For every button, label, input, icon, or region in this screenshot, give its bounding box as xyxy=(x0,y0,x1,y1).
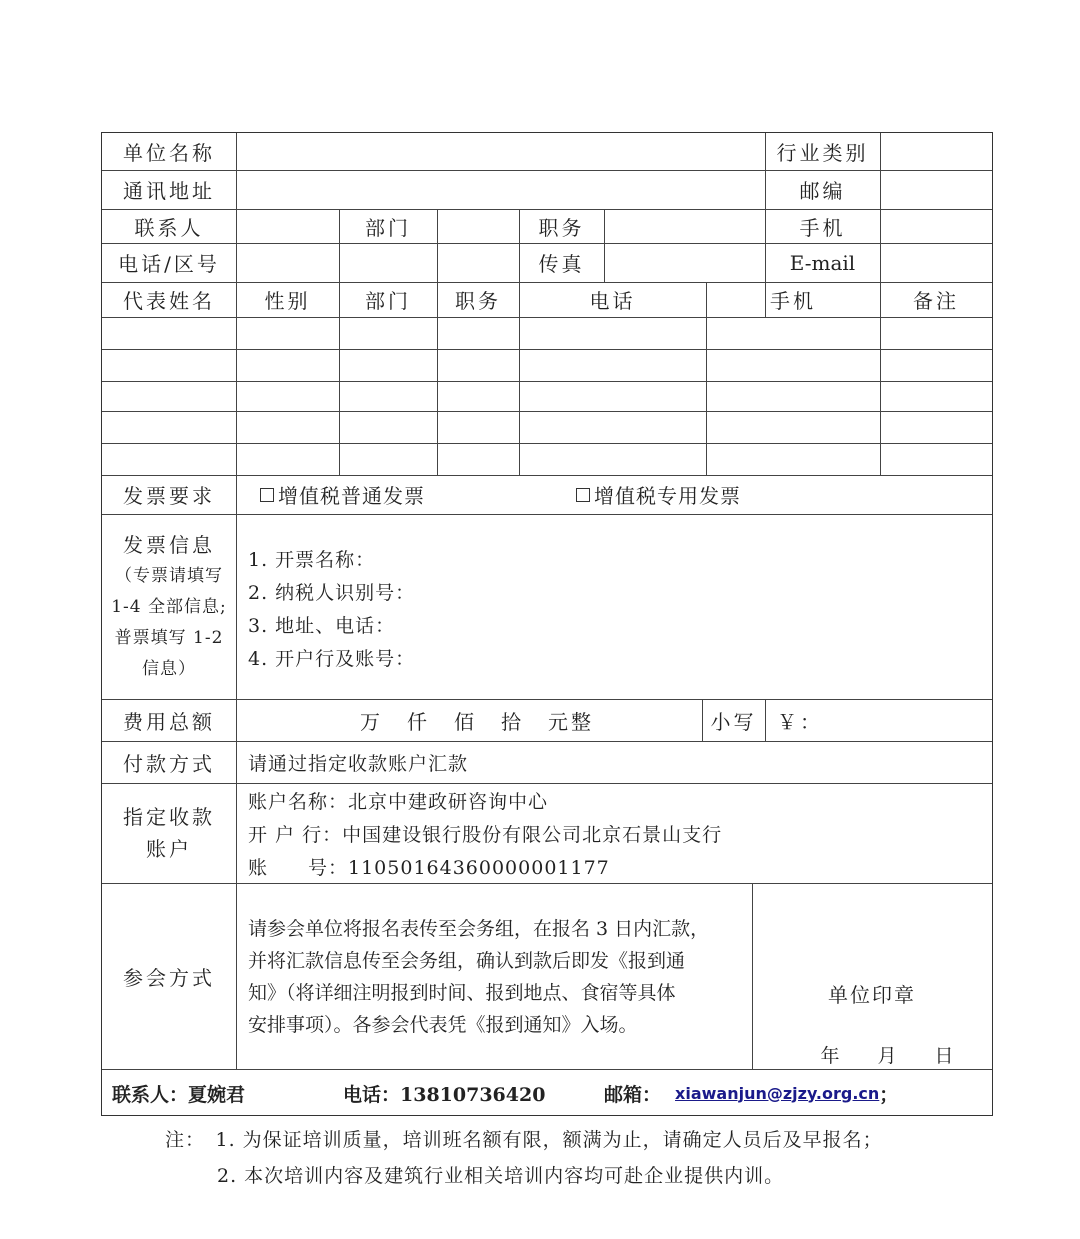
attend-text xyxy=(248,913,709,1041)
attend-text-line: 安排事项）。各参会代表凭《报到通知》入场。 xyxy=(248,1014,638,1036)
footer-email-label: 邮箱： xyxy=(604,1083,662,1106)
seal-label: 单位印章 xyxy=(828,982,916,1007)
invoice-field-name: 1. 开票名称： xyxy=(248,549,376,571)
invoice-info-note: （专票请填写 xyxy=(115,565,223,586)
invoice-option-special[interactable]: 增值税专用发票 xyxy=(576,475,796,514)
fax-label: 传真 xyxy=(538,252,585,276)
address-field[interactable] xyxy=(236,170,765,209)
account-label xyxy=(102,783,236,883)
fee-unit: 拾 xyxy=(501,709,524,734)
invoice-field-taxid: 2. 纳税人识别号： xyxy=(248,582,416,604)
footer-phone: 电话：13810736420 xyxy=(343,1083,546,1106)
fee-unit: 元整 xyxy=(548,709,594,734)
postcode-field[interactable] xyxy=(880,170,992,209)
contact-field[interactable] xyxy=(236,209,339,243)
attend-label: 参会方式 xyxy=(123,965,215,990)
position-field[interactable] xyxy=(604,209,765,243)
account-number: 账 号：11050164360000001177 xyxy=(248,857,610,879)
header-dept: 部门 xyxy=(365,289,411,313)
phone-area-field[interactable] xyxy=(236,243,519,282)
fax-field[interactable] xyxy=(604,243,765,282)
account-bank: 开 户 行：中国建设银行股份有限公司北京石景山支行 xyxy=(248,824,723,846)
invoice-info-note: 普票填写 1-2 xyxy=(114,627,224,648)
dept-label: 部门 xyxy=(365,215,411,240)
invoice-option-normal[interactable]: 增值税普通发票 xyxy=(260,475,480,514)
note-line-1: 注： 1. 为保证培训质量，培训班名额有限，额满为止，请确定人员后及早报名； xyxy=(165,1129,883,1151)
invoice-info-label-block xyxy=(102,514,236,699)
fee-units[interactable] xyxy=(360,699,700,741)
unit-name-field[interactable] xyxy=(236,133,765,170)
registration-form xyxy=(101,132,993,1116)
footer-email-group xyxy=(604,1072,898,1114)
account-name: 账户名称：北京中建政研咨询中心 xyxy=(248,791,549,813)
mobile-label: 手机 xyxy=(799,215,846,240)
checkbox-icon[interactable] xyxy=(576,488,590,502)
phone-area-label: 电话/区号 xyxy=(118,252,220,276)
fee-unit: 万 xyxy=(360,709,383,734)
total-fee-label: 费用总额 xyxy=(123,709,215,734)
dept-field[interactable] xyxy=(437,209,519,243)
header-remarks: 备注 xyxy=(913,289,959,313)
date-label: 年 月 日 xyxy=(820,1044,954,1067)
footer-contact: 联系人：夏婉君 xyxy=(112,1083,246,1106)
invoice-info-note: 信息） xyxy=(142,658,196,679)
invoice-field-bank: 4. 开户行及账号： xyxy=(248,648,416,670)
header-name: 代表姓名 xyxy=(123,289,215,313)
fee-unit: 仟 xyxy=(407,709,430,734)
note-line-2: 2. 本次培训内容及建筑行业相关培训内容均可赴企业提供内训。 xyxy=(217,1165,785,1187)
fee-unit: 佰 xyxy=(454,709,477,734)
header-position: 职务 xyxy=(455,289,501,313)
postcode-label: 邮编 xyxy=(799,179,846,203)
contact-label: 联系人 xyxy=(134,215,204,240)
address-label: 通讯地址 xyxy=(123,179,215,203)
attend-text-line: 请参会单位将报名表传至会务组，在报名 3 日内汇款， xyxy=(248,918,710,940)
industry-field[interactable] xyxy=(880,133,992,170)
unit-name-label: 单位名称 xyxy=(123,141,215,165)
position-label: 职务 xyxy=(538,215,585,240)
header-gender: 性别 xyxy=(264,289,311,313)
footer-email-link[interactable]: xiawanjun@zjzy.org.cn xyxy=(675,1083,880,1103)
invoice-info-note: 1-4 全部信息; xyxy=(111,596,227,617)
account-label-line: 账户 xyxy=(146,837,192,861)
email-label: E-mail xyxy=(789,250,856,275)
payment-text: 请通过指定收款账户汇款 xyxy=(248,752,469,775)
account-label-line: 指定收款 xyxy=(123,805,215,829)
header-phone: 电话 xyxy=(589,289,636,313)
invoice-fields[interactable] xyxy=(248,544,415,676)
attend-text-line: 并将汇款信息传至会务组，确认到款后即发《报到通 xyxy=(248,950,686,972)
mobile-field[interactable] xyxy=(880,209,992,243)
invoice-field-address: 3. 地址、电话： xyxy=(248,615,396,637)
footer-semicolon: ； xyxy=(879,1083,899,1106)
invoice-info-label: 发票信息 xyxy=(123,532,215,557)
account-details xyxy=(248,786,722,885)
industry-label: 行业类别 xyxy=(776,141,869,165)
checkbox-icon[interactable] xyxy=(260,488,274,502)
attend-text-line: 知》（将详细注明报到时间、报到地点、食宿等具体 xyxy=(248,982,676,1004)
invoice-req-label: 发票要求 xyxy=(123,484,215,508)
email-field[interactable] xyxy=(880,243,992,282)
lowercase-label: 小写 xyxy=(710,709,757,734)
lowercase-amount-field[interactable]: ￥： xyxy=(777,709,823,734)
payment-label: 付款方式 xyxy=(123,751,215,776)
header-mobile: 手机 xyxy=(770,289,816,313)
